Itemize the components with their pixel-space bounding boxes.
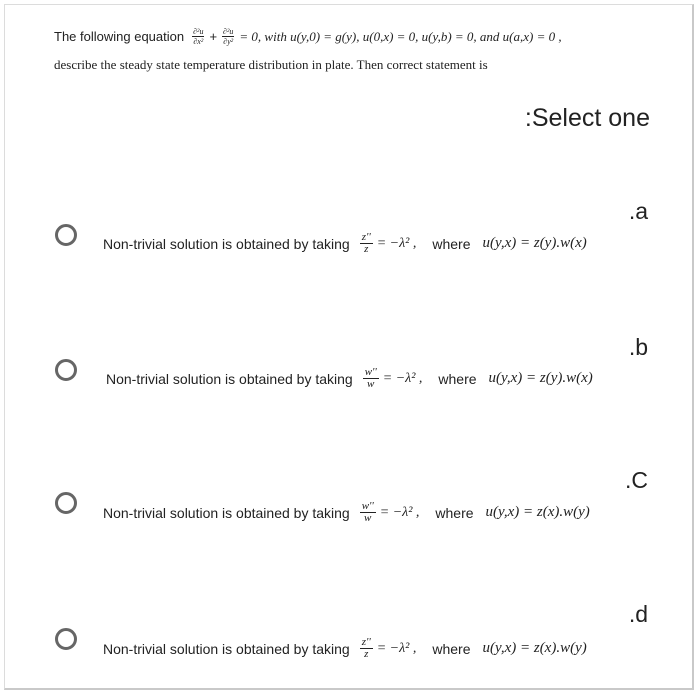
option-a-letter: .a: [628, 198, 648, 224]
option-a-text: Non-trivial solution is obtained by taking: [103, 235, 350, 252]
option-c-fraction: $\frac{w''}{w}$: [361, 500, 374, 524]
boundary-conditions: = 0, with u(y,0) = g(y), u(0,x) = 0, u(y,b) = 0, and u(a,x) = 0 ,: [239, 28, 562, 44]
option-b[interactable]: [106, 367, 593, 390]
option-d-radio[interactable]: [55, 628, 77, 650]
option-d-equation: u(y,x) = z(x).w(y): [482, 640, 587, 656]
option-c-radio[interactable]: [55, 492, 77, 514]
option-c-rhs: = −λ² ,: [379, 504, 420, 520]
option-b-where: where: [438, 370, 477, 387]
option-d-letter: .d: [628, 601, 648, 627]
fraction-d2u-dy2: $\frac{\text{∂²u}}{\text{∂y²}}$: [223, 27, 234, 46]
option-a-rhs: = −λ² ,: [376, 235, 417, 251]
question-lead: The following equation: [54, 29, 185, 44]
option-c-where: where: [435, 504, 474, 521]
plus-sign: +: [209, 29, 218, 44]
option-d[interactable]: [103, 637, 587, 660]
question-line-1: [54, 27, 562, 46]
option-d-text: Non-trivial solution is obtained by taking: [103, 640, 350, 657]
option-a-equation: u(y,x) = z(y).w(x): [482, 235, 587, 251]
option-b-equation: u(y,x) = z(y).w(x): [488, 370, 593, 386]
option-b-text: Non-trivial solution is obtained by taking: [106, 370, 353, 387]
option-c[interactable]: [103, 501, 590, 524]
option-a-fraction: $\frac{z''}{z}$: [361, 231, 371, 255]
option-a-radio[interactable]: [55, 224, 77, 246]
fraction-d2u-dx2: $\frac{\text{∂²u}}{\text{∂x²}}$: [193, 27, 204, 46]
option-b-radio[interactable]: [55, 359, 77, 381]
option-c-text: Non-trivial solution is obtained by taking: [103, 504, 350, 521]
option-a[interactable]: [103, 232, 587, 255]
option-b-letter: .b: [628, 334, 648, 360]
question-line-2: describe the steady state temperature distribution in plate. Then correct statement is: [54, 57, 488, 72]
select-one-label: :Select one: [524, 104, 650, 132]
option-d-where: where: [432, 640, 471, 657]
option-c-letter: .C: [625, 467, 648, 493]
option-a-where: where: [432, 235, 471, 252]
option-c-equation: u(y,x) = z(x).w(y): [485, 504, 590, 520]
option-b-fraction: $\frac{w''}{w}$: [364, 366, 377, 390]
option-d-rhs: = −λ² ,: [376, 640, 417, 656]
option-d-fraction: $\frac{z''}{z}$: [361, 636, 371, 660]
option-b-rhs: = −λ² ,: [382, 370, 423, 386]
